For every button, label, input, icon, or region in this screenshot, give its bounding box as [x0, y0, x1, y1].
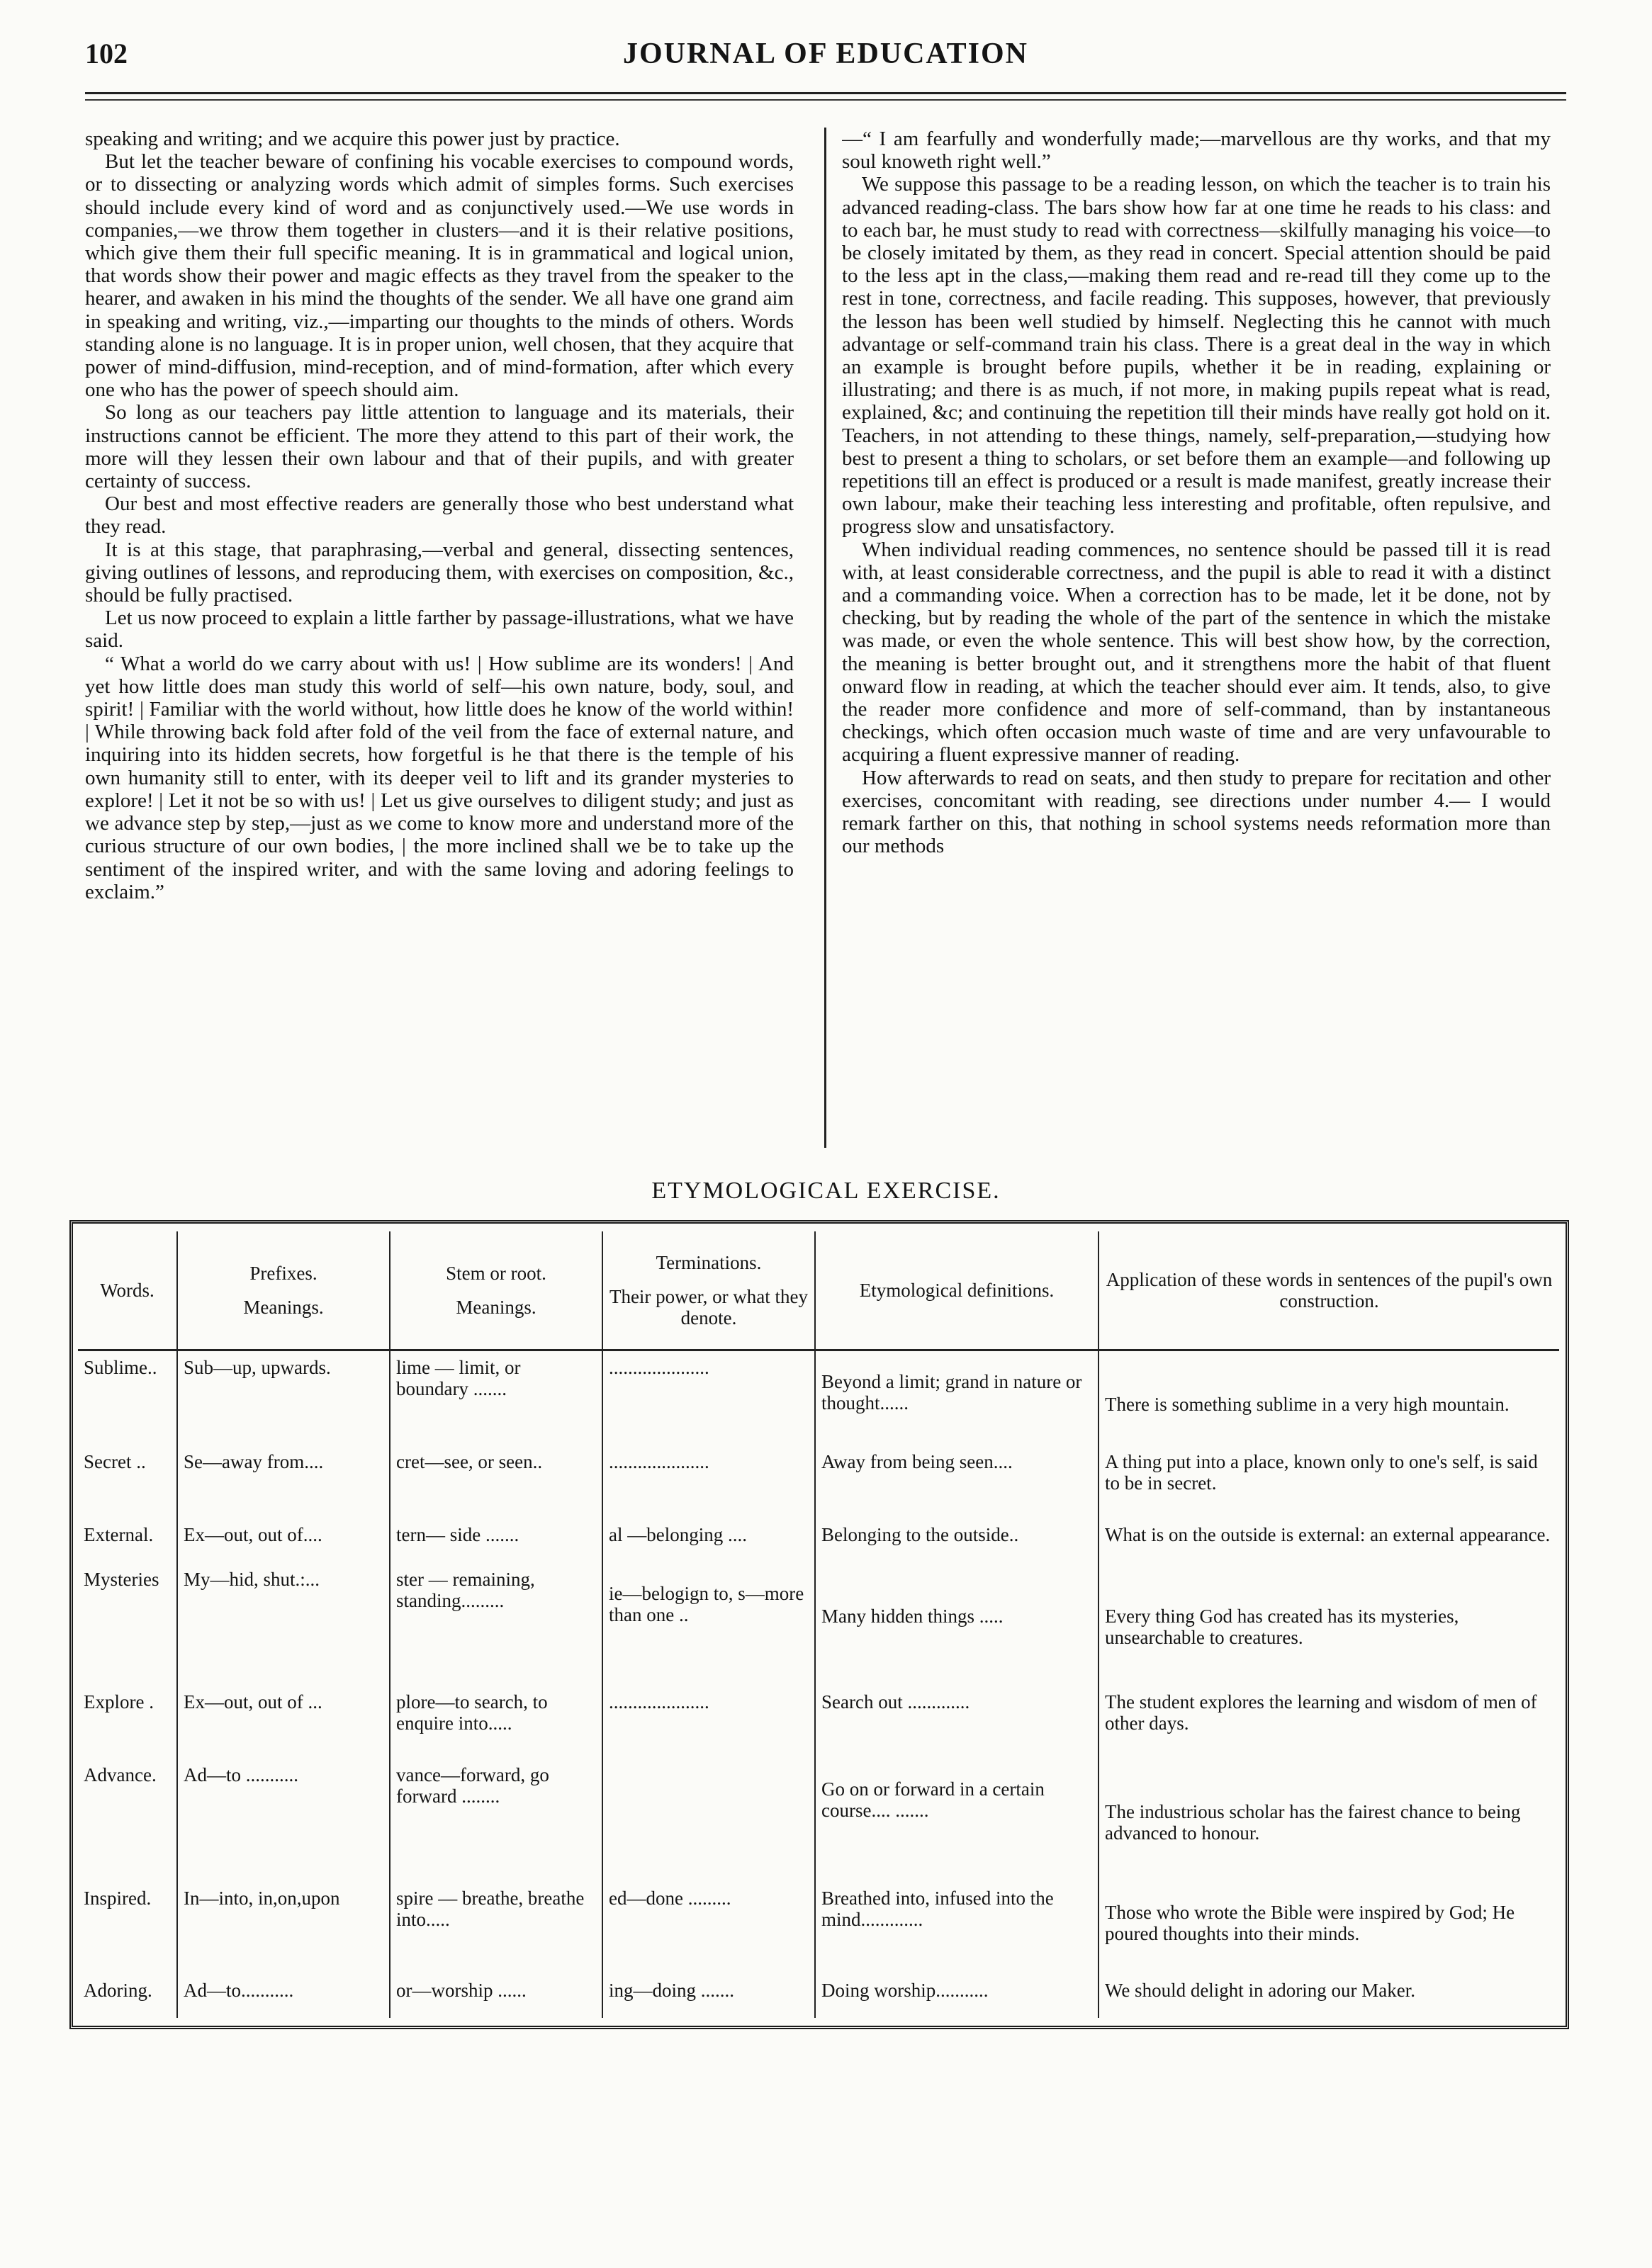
cell-definition: Beyond a limit; grand in nature or thought......: [815, 1350, 1098, 1446]
cell-definition: Away from being seen....: [815, 1445, 1098, 1518]
cell-definition: Breathed into, infused into the mind.............: [815, 1882, 1098, 1974]
header-prefixes: Prefixes. Meanings.: [177, 1231, 390, 1350]
cell-word: Adoring.: [84, 1979, 152, 2001]
journal-title: JOURNAL OF EDUCATION: [622, 38, 1029, 70]
left-paragraph: speaking and writing; and we acquire this power just by practice.: [85, 128, 620, 150]
right-paragraph: We suppose this passage to be a reading lesson, on which the teacher is to train his advanced reading-class. The bars show how far at one time he reads to his class: and to each bar, he must study to read with correctness—skilfully managing his voice—to be closely imitated by them, as they read in concert. Special attention should be paid to the less apt in the class,—making them read and re-read till they come up to the rest in tone, correctness, and facile reading. This supposes, however, that previously the lesson has been well studied by himself. Neglecting this he cannot with much advantage or self-command train his class. There is a great deal in the way in which an example is brought before pupils, whether it be in reading, explaining or illustrating; and there is as much, if not more, in making pupils repeat what is read, explained, &c; and continuing the repetition till their minds have really got hold on it. Teachers, in not attending to these things, namely, self-preparation,—studying how best to present a thing to scholars, or set before them an example—and following up repetitions till an effect is produced or a result is made manifest, greatly increase their own labour, make their teaching less interesting and profitable, often repulsive, and progress slow and unsatisfactory.: [842, 173, 1551, 538]
table-row: [78, 1974, 1559, 2018]
cell-stem: vance—forward, go forward ........: [390, 1759, 602, 1881]
cell-application: A thing put into a place, known only to one's self, is said to be in secret.: [1098, 1445, 1559, 1518]
cell-word: External.: [84, 1524, 154, 1546]
cell-stem: plore—to search, to enquire into.....: [390, 1686, 602, 1759]
cell-prefix: Sub—up, upwards.: [177, 1350, 390, 1446]
cell-definition: Belonging to the outside..: [815, 1518, 1098, 1562]
header-application: Application of these words in sentences of the pupil's own construction.: [1098, 1231, 1559, 1350]
table-row: [78, 1563, 1559, 1686]
cell-definition: Search out .............: [815, 1686, 1098, 1759]
cell-word: Mysteries: [84, 1568, 159, 1590]
left-paragraph: Let us now proceed to explain a little farther by passage-illustrations, what we have said.: [85, 607, 794, 653]
left-paragraph: It is at this stage, that paraphrasing,—verbal and general, dissecting sentences, giving outlines of lessons, and reproducing them, with exercises on composition, &c., should be fully practised.: [85, 538, 794, 607]
exercise-title: ETYMOLOGICAL EXERCISE.: [651, 1178, 1001, 1204]
cell-termination: ie—belogign to, s—more than one ..: [602, 1563, 815, 1686]
cell-prefix: Ex—out, out of ...: [177, 1686, 390, 1759]
cell-application: The industrious scholar has the fairest chance to being advanced to honour.: [1098, 1759, 1559, 1881]
table-row: [78, 1882, 1559, 1974]
page-header: [85, 37, 1566, 79]
right-paragraph: How afterwards to read on seats, and then study to prepare for recitation and other exercises, concomitant with reading, see directions under number 4.— I would remark farther on this, that nothing in school systems needs reformation more than our methods: [842, 766, 1551, 858]
cell-application: What is on the outside is external: an external appearance.: [1098, 1518, 1559, 1562]
left-paragraph: Our best and most effective readers are generally those who best understand what they read.: [85, 492, 794, 538]
right-paragraph: When individual reading commences, no sentence should be passed till it is read with, at least considerable correctness, and the pupil is able to read it with a distinct and a commanding voice. When a correction has to be made, let it be done, not by checking, but by reading the whole of the part of the sentence in which the mistake was made, or even the whole sentence. This will best show how, by the correction, the meaning is better brought out, and it strengthens more the habit of that fluent onward flow in reading, at which the teacher should ever aim. It tends, also, to give the reader more confidence and more of self-command, than by instantaneous checkings, which often occasion much waste of time and are very unfavourable to acquiring a fluent expressive manner of reading.: [842, 538, 1551, 767]
cell-word: Secret ..: [84, 1451, 146, 1473]
cell-word: Sublime..: [84, 1357, 157, 1378]
cell-termination: ed—done .........: [602, 1882, 815, 1974]
cell-stem: spire — breathe, breathe into.....: [390, 1882, 602, 1974]
cell-stem: tern— side .......: [390, 1518, 602, 1562]
header-stem: Stem or root. Meanings.: [390, 1231, 602, 1350]
cell-definition: Doing worship...........: [815, 1974, 1098, 2018]
header-stem-sub: Meanings.: [456, 1297, 536, 1318]
cell-definition: Many hidden things .....: [815, 1563, 1098, 1686]
table-row: [78, 1686, 1559, 1759]
etymology-table: [78, 1231, 1559, 2018]
column-divider: [824, 128, 826, 1148]
left-paragraph: But let the teacher beware of confining his vocable exercises to compound words, or to dissecting or analyzing words which admit of simples forms. Such exercises should include every kind of word and as conjunctively used.—We use words in companies,—we throw them together in clusters—and it is their relative positions, which give them their full specific meaning. It is in grammatical and logical union, that words show their power and magic effects as they travel from the speaker to the hearer, and awaken in his mind the thoughts of the sender. We all have one grand aim in speaking and writing, viz.,—imparting our thoughts to the minds of others. Words standing alone is no language. It is in proper union, well chosen, that they acquire that power of mind-diffusion, mind-reception, and of mind-formation, after which every one who has the power of speech should aim.: [85, 150, 794, 402]
header-rule-bottom: [85, 99, 1566, 101]
cell-prefix: Ad—to ...........: [177, 1759, 390, 1881]
table-row: [78, 1350, 1559, 1446]
table-row: [78, 1518, 1559, 1562]
cell-prefix: In—into, in,on,upon: [177, 1882, 390, 1974]
cell-termination: .....................: [602, 1445, 815, 1518]
cell-stem: cret—see, or seen..: [390, 1445, 602, 1518]
cell-termination: ing—doing .......: [602, 1974, 815, 2018]
header-terminations-sub: Their power, or what they denote.: [609, 1286, 809, 1328]
header-prefixes-sub: Meanings.: [243, 1297, 324, 1318]
left-paragraph: “ What a world do we carry about with us! | How sublime are its wonders! | And yet how little does man study this world of self—his own nature, body, soul, and spirit! | Familiar with the world without, how little does he know of the world within! | While throwing back fold after fold of the veil from the face of external nature, and inquiring into its hidden secrets, how forgetful is he that there is the temple of his own humanity still to enter, with its deeper veil to lift and its grander mysteries to explore! | Let it not be so with us! | Let us give ourselves to diligent study; and just as we advance step by step,—just as we come to know more and understand more of the curious structure of our own bodies, | the more inclined shall we be to take up the sentiment of the inspired writer, and with the same loving and adoring feelings to exclaim.”: [85, 652, 794, 903]
cell-application: Every thing God has created has its mysteries, unsearchable to creatures.: [1098, 1563, 1559, 1686]
cell-prefix: Ex—out, out of....: [177, 1518, 390, 1562]
cell-word: Inspired.: [84, 1887, 152, 1909]
cell-termination: al —belonging ....: [602, 1518, 815, 1562]
cell-word: Advance.: [84, 1764, 157, 1786]
header-words: Words.: [78, 1231, 177, 1350]
header-rule-top: [85, 92, 1566, 94]
left-paragraph: So long as our teachers pay little attention to language and its materials, their instructions cannot be efficient. The more they attend to this part of their work, the more will they lessen their own labour and that of their pupils, and with greater certainty of success.: [85, 401, 794, 493]
cell-application: We should delight in adoring our Maker.: [1098, 1974, 1559, 2018]
table-row: [78, 1759, 1559, 1881]
cell-termination: .....................: [602, 1350, 815, 1446]
cell-prefix: My—hid, shut.:...: [177, 1563, 390, 1686]
cell-definition: Go on or forward in a certain course.... .......: [815, 1759, 1098, 1881]
cell-application: Those who wrote the Bible were inspired by God; He poured thoughts into their minds.: [1098, 1882, 1559, 1974]
header-terminations: Terminations. Their power, or what they denote.: [602, 1231, 815, 1350]
right-paragraph: —“ I am fearfully and wonderfully made;—marvellous are thy works, and that my soul knoweth right well.”: [842, 128, 1551, 174]
table-row: [78, 1445, 1559, 1518]
cell-prefix: Se—away from....: [177, 1445, 390, 1518]
cell-word: Explore .: [84, 1691, 154, 1713]
right-column: [842, 128, 1551, 1148]
cell-stem: or—worship ......: [390, 1974, 602, 2018]
header-definitions: Etymological definitions.: [815, 1231, 1098, 1350]
page-number: 102: [85, 38, 128, 69]
cell-termination: [602, 1759, 815, 1881]
cell-stem: lime — limit, or boundary .......: [390, 1350, 602, 1446]
cell-application: The student explores the learning and wisdom of men of other days.: [1098, 1686, 1559, 1759]
cell-termination: .....................: [602, 1686, 815, 1759]
table-header-row: [78, 1231, 1559, 1350]
left-column: [85, 128, 794, 1148]
cell-application: There is something sublime in a very high mountain.: [1098, 1350, 1559, 1446]
cell-stem: ster — remaining, standing.........: [390, 1563, 602, 1686]
cell-prefix: Ad—to...........: [177, 1974, 390, 2018]
